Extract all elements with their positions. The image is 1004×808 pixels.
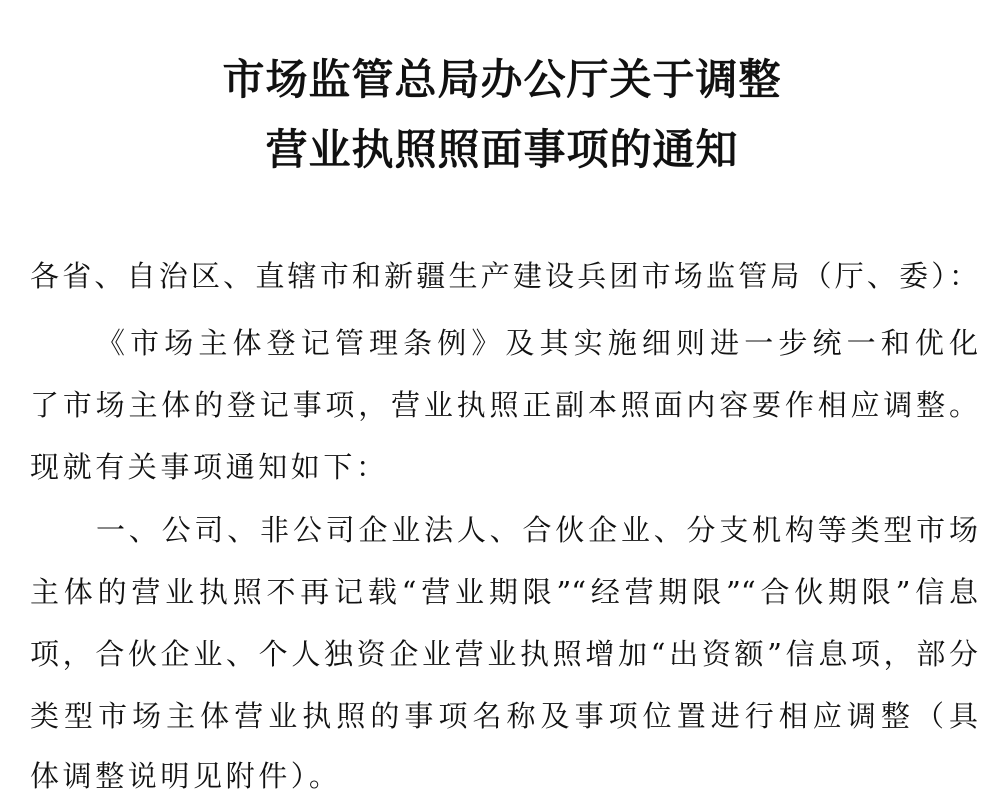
paragraph-line: 体调整说明见附件）。 (30, 759, 342, 793)
paragraph-line: 项，合伙企业、个人独资企业营业执照增加“出资额”信息项，部分 (30, 637, 978, 671)
paragraph-line: 一、公司、非公司企业法人、合伙企业、分支机构等类型市场 (96, 513, 978, 547)
document-title-line-1: 市场监管总局办公厅关于调整 (222, 55, 782, 104)
paragraph-line: 了市场主体的登记事项，营业执照正副本照面内容要作相应调整。 (30, 388, 978, 422)
salutation-line: 各省、自治区、直辖市和新疆生产建设兵团市场监管局（厅、委）： (30, 259, 978, 293)
paragraph-line: 主体的营业执照不再记载“营业期限”“经营期限”“合伙期限”信息 (30, 575, 978, 609)
paragraph-line: 类型市场主体营业执照的事项名称及事项位置进行相应调整（具 (30, 699, 978, 733)
document-title-line-2: 营业执照照面事项的通知 (265, 125, 739, 174)
paragraph-line: 《市场主体登记管理条例》及其实施细则进一步统一和优化 (96, 326, 978, 360)
paragraph-line: 现就有关事项通知如下： (30, 450, 389, 484)
